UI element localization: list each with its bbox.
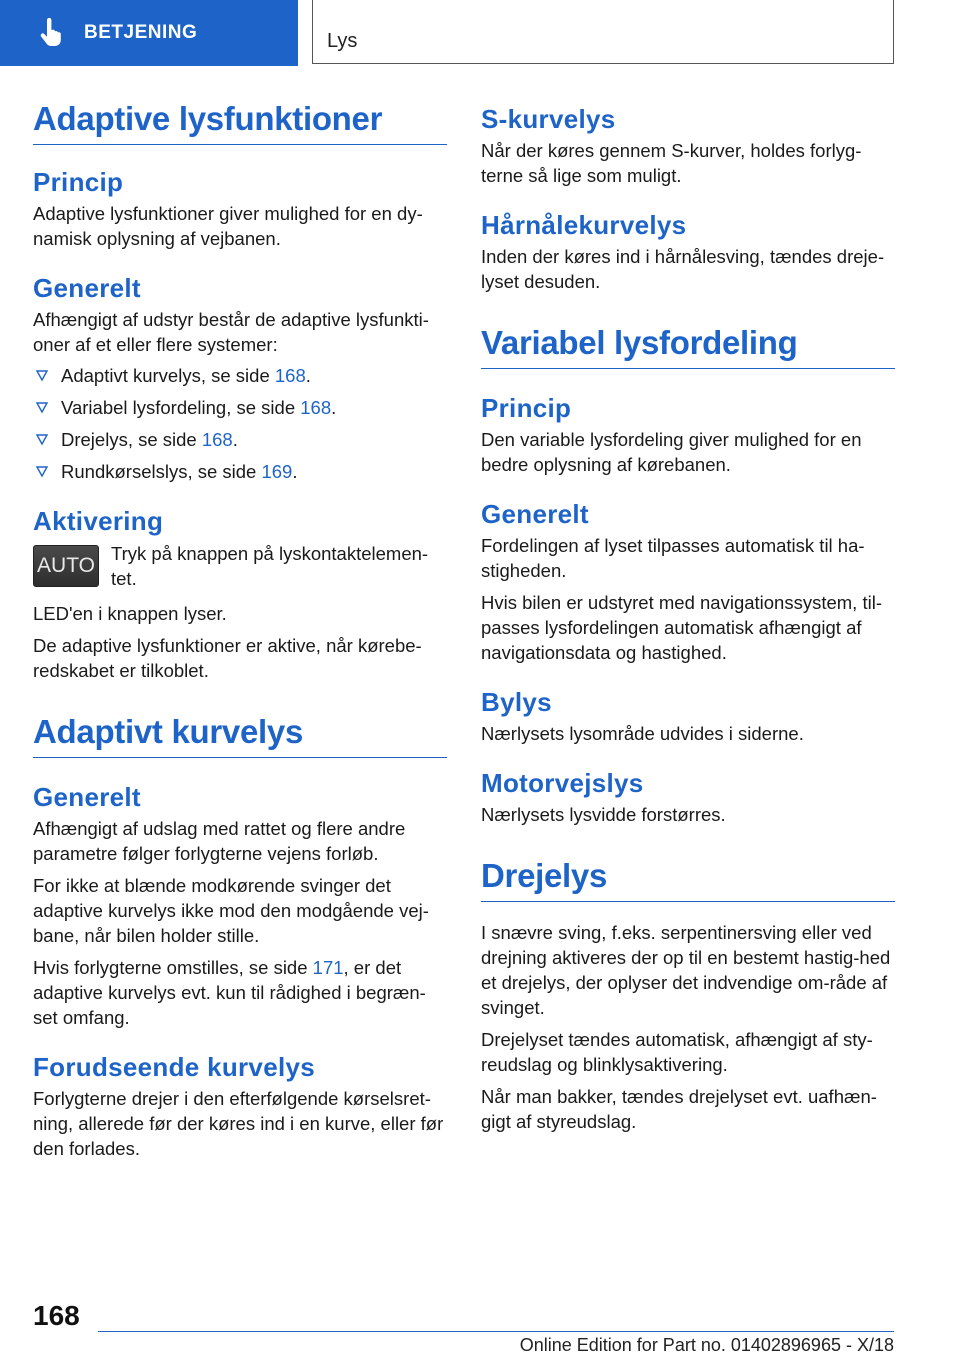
right-column bbox=[481, 100, 895, 1134]
heading-variabel-lysfordeling: Variabel lysfordeling bbox=[481, 324, 895, 369]
list-item bbox=[33, 459, 447, 484]
list-item-text: Adaptivt kurvelys, se side bbox=[61, 365, 275, 386]
heading-s-kurvelys: S-kurvelys bbox=[481, 104, 616, 134]
triangle-bullet-icon bbox=[35, 432, 49, 446]
left-column bbox=[33, 100, 447, 1161]
heading-drejelys: Drejelys bbox=[481, 857, 895, 902]
systems-list bbox=[33, 363, 447, 484]
heading-aktivering: Aktivering bbox=[33, 506, 164, 536]
list-item-text: Drejelys, se side bbox=[61, 429, 202, 450]
aktivering-text-1: Tryk på knappen på lyskontaktelemen-tet. bbox=[111, 543, 429, 589]
heading-generelt-right: Generelt bbox=[481, 499, 589, 529]
haarnaal-text: Inden der køres ind i hårnålesving, tændes dreje-lyset desuden. bbox=[481, 246, 885, 292]
motorvejslys-text: Nærlysets lysvidde forstørres. bbox=[481, 804, 726, 825]
generelt-text: Afhængigt af udstyr består de adaptive lysfunkti-oner af et eller flere systemer: bbox=[33, 309, 429, 355]
hand-pointer-icon bbox=[38, 18, 64, 48]
s-kurvelys-text: Når der køres gennem S-kurver, holdes forlyg-terne så lige som muligt. bbox=[481, 140, 862, 186]
kurve-text-3b: , er det adaptive kurvelys evt. kun til rådighed i begræn-set omfang. bbox=[33, 957, 426, 1028]
auto-instruction bbox=[33, 541, 447, 591]
drejelys-text-3: Når man bakker, tændes drejelyset evt. uafhæn-gigt af styreudslag. bbox=[481, 1086, 877, 1132]
kurve-text-2: For ikke at blænde modkørende svinger det adaptive kurvelys ikke mod den modgående vej-bane, når bilen holder stille. bbox=[33, 875, 429, 946]
drejelys-text-1: I snævre sving, f.eks. serpentinersving eller ved drejning aktiveres der op til en bestemt hastig-hed et drejelys, der oplyser det indvendige om-råde af svinget. bbox=[481, 922, 891, 1018]
princip-right-text: Den variable lysfordeling giver mulighed for en bedre oplysning af kørebanen. bbox=[481, 429, 862, 475]
page-link[interactable]: 168 bbox=[201, 429, 233, 450]
bylys-text: Nærlysets lysområde udvides i siderne. bbox=[481, 723, 804, 744]
section-title: BETJENING bbox=[84, 22, 198, 43]
triangle-bullet-icon bbox=[35, 400, 49, 414]
chapter-title: Lys bbox=[327, 30, 358, 52]
heading-bylys: Bylys bbox=[481, 687, 552, 717]
section-tab bbox=[0, 0, 298, 66]
list-item bbox=[33, 363, 447, 388]
chapter-box bbox=[312, 0, 894, 64]
page-number: 168 bbox=[33, 1300, 80, 1331]
list-item-end: . bbox=[292, 461, 298, 482]
heading-motorvejslys: Motorvejslys bbox=[481, 768, 644, 798]
footer-divider bbox=[98, 1331, 894, 1332]
princip-text: Adaptive lysfunktioner giver mulighed for en dy-namisk oplysning af vejbanen. bbox=[33, 203, 423, 249]
heading-haarnaal-kurvelys: Hårnålekurvelys bbox=[481, 210, 687, 240]
triangle-bullet-icon bbox=[35, 368, 49, 382]
heading-princip-right: Princip bbox=[481, 393, 572, 423]
heading-princip: Princip bbox=[33, 167, 124, 197]
list-item-text: Variabel lysfordeling, se side bbox=[61, 397, 301, 418]
heading-generelt: Generelt bbox=[33, 273, 141, 303]
list-item bbox=[33, 427, 447, 452]
page-link[interactable]: 168 bbox=[300, 397, 332, 418]
list-item-end: . bbox=[305, 365, 311, 386]
edition-note: Online Edition for Part no. 01402896965 - X/18 bbox=[519, 1335, 894, 1355]
list-item-text: Rundkørselslys, se side bbox=[61, 461, 262, 482]
kurve-text-1: Afhængigt af udslag med rattet og flere andre parametre følger forlygterne vejens forløb. bbox=[33, 818, 406, 864]
page-link[interactable]: 169 bbox=[261, 461, 293, 482]
auto-button-icon: AUTO bbox=[33, 545, 99, 587]
list-item-end: . bbox=[232, 429, 238, 450]
list-item-end: . bbox=[331, 397, 337, 418]
page-link[interactable]: 171 bbox=[312, 957, 344, 978]
aktivering-text-3: De adaptive lysfunktioner er aktive, når kørebe-redskabet er tilkoblet. bbox=[33, 635, 422, 681]
generelt-right-text-2: Hvis bilen er udstyret med navigationssystem, til-passes lysfordelingen automatisk afhængigt af navigationsdata og hastighed. bbox=[481, 592, 882, 663]
drejelys-text-2: Drejelyset tændes automatisk, afhængigt af sty-reudslag og blinklysaktivering. bbox=[481, 1029, 873, 1075]
forudseende-text: Forlygterne drejer i den efterfølgende kørselsret-ning, allerede før der køres ind i en kurve, eller før den forlades. bbox=[33, 1088, 444, 1159]
kurve-text-3a: Hvis forlygterne omstilles, se side bbox=[33, 957, 313, 978]
list-item bbox=[33, 395, 447, 420]
kurve-text-3 bbox=[33, 955, 447, 1030]
aktivering-text-2: LED'en i knappen lyser. bbox=[33, 603, 227, 624]
heading-kurve-generelt: Generelt bbox=[33, 782, 141, 812]
heading-adaptivt-kurvelys: Adaptivt kurvelys bbox=[33, 713, 447, 758]
heading-adaptive-lysfunktioner: Adaptive lysfunktioner bbox=[33, 100, 447, 145]
page-header bbox=[0, 0, 960, 66]
triangle-bullet-icon bbox=[35, 464, 49, 478]
generelt-right-text-1: Fordelingen af lyset tilpasses automatisk til ha-stigheden. bbox=[481, 535, 865, 581]
page-link[interactable]: 168 bbox=[274, 365, 306, 386]
heading-forudseende-kurvelys: Forudseende kurvelys bbox=[33, 1052, 315, 1082]
